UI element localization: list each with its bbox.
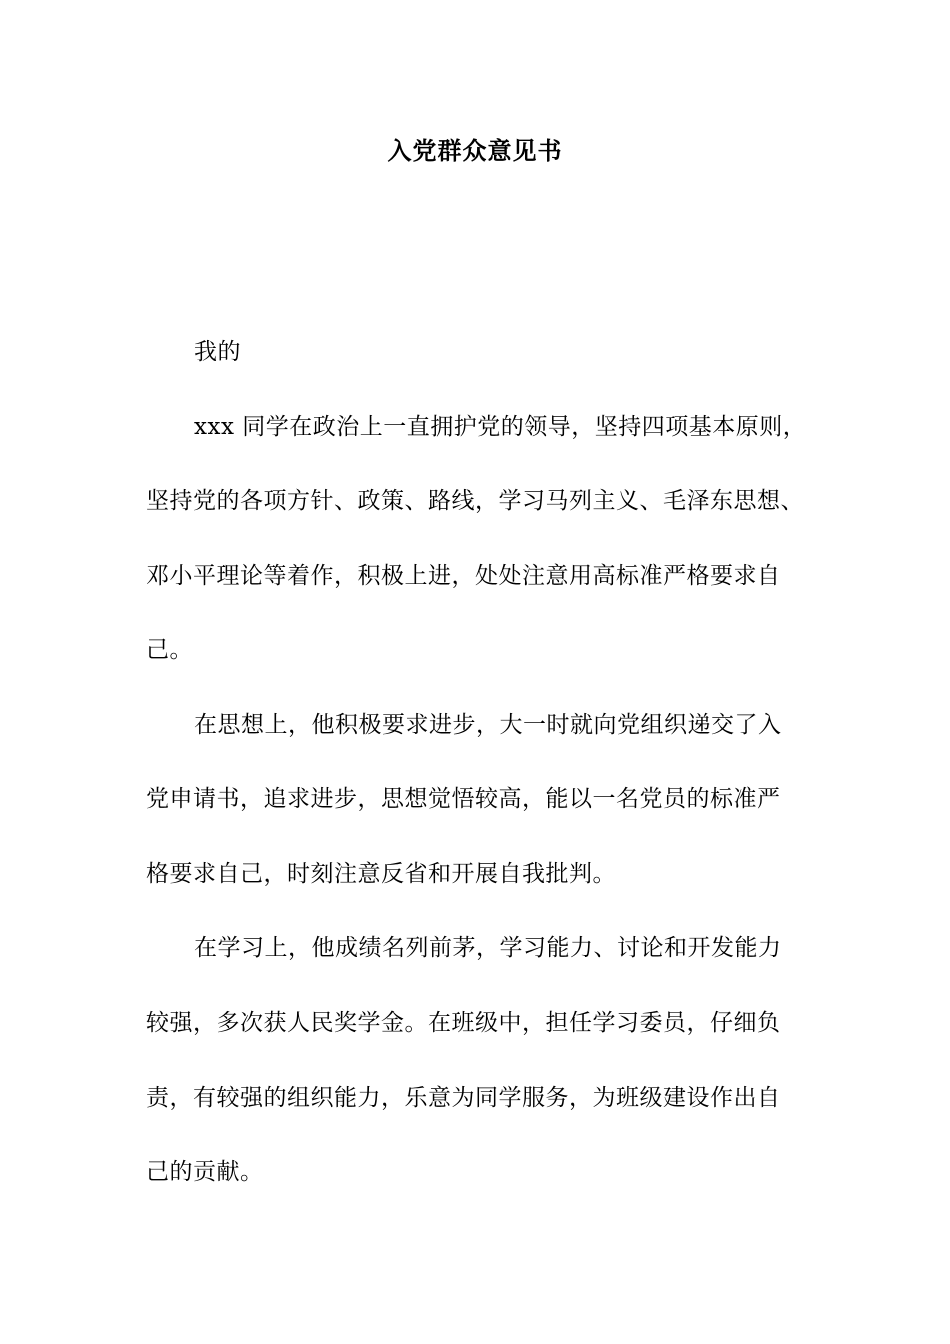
paragraph-line: 坚持党的各项方针、政策、路线，学习马列主义、毛泽东思想、 — [146, 488, 804, 514]
document-title: 入党群众意见书 — [387, 136, 563, 165]
paragraph-line: 格要求自己，时刻注意反省和开展自我批判。 — [146, 861, 616, 887]
paragraph-line: 己的贡献。 — [146, 1159, 264, 1185]
paragraph-line: 党申请书，追求进步，思想觉悟较高，能以一名党员的标准严 — [146, 786, 781, 812]
paragraph-line: 较强，多次获人民奖学金。在班级中，担任学习委员，仔细负 — [146, 1010, 781, 1036]
paragraph-line: 己。 — [146, 637, 193, 663]
paragraph-line: 在学习上，他成绩名列前茅，学习能力、讨论和开发能力 — [194, 935, 782, 961]
paragraph-line: 邓小平理论等着作，积极上进，处处注意用高标准严格要求自 — [146, 563, 781, 589]
paragraph-line: 我的 — [194, 339, 241, 365]
paragraph-line: 在思想上，他积极要求进步，大一时就向党组织递交了入 — [194, 712, 782, 738]
paragraph-line: 责，有较强的组织能力，乐意为同学服务，为班级建设作出自 — [146, 1085, 781, 1111]
paragraph-line: xxx 同学在政治上一直拥护党的领导，坚持四项基本原则， — [194, 414, 807, 440]
